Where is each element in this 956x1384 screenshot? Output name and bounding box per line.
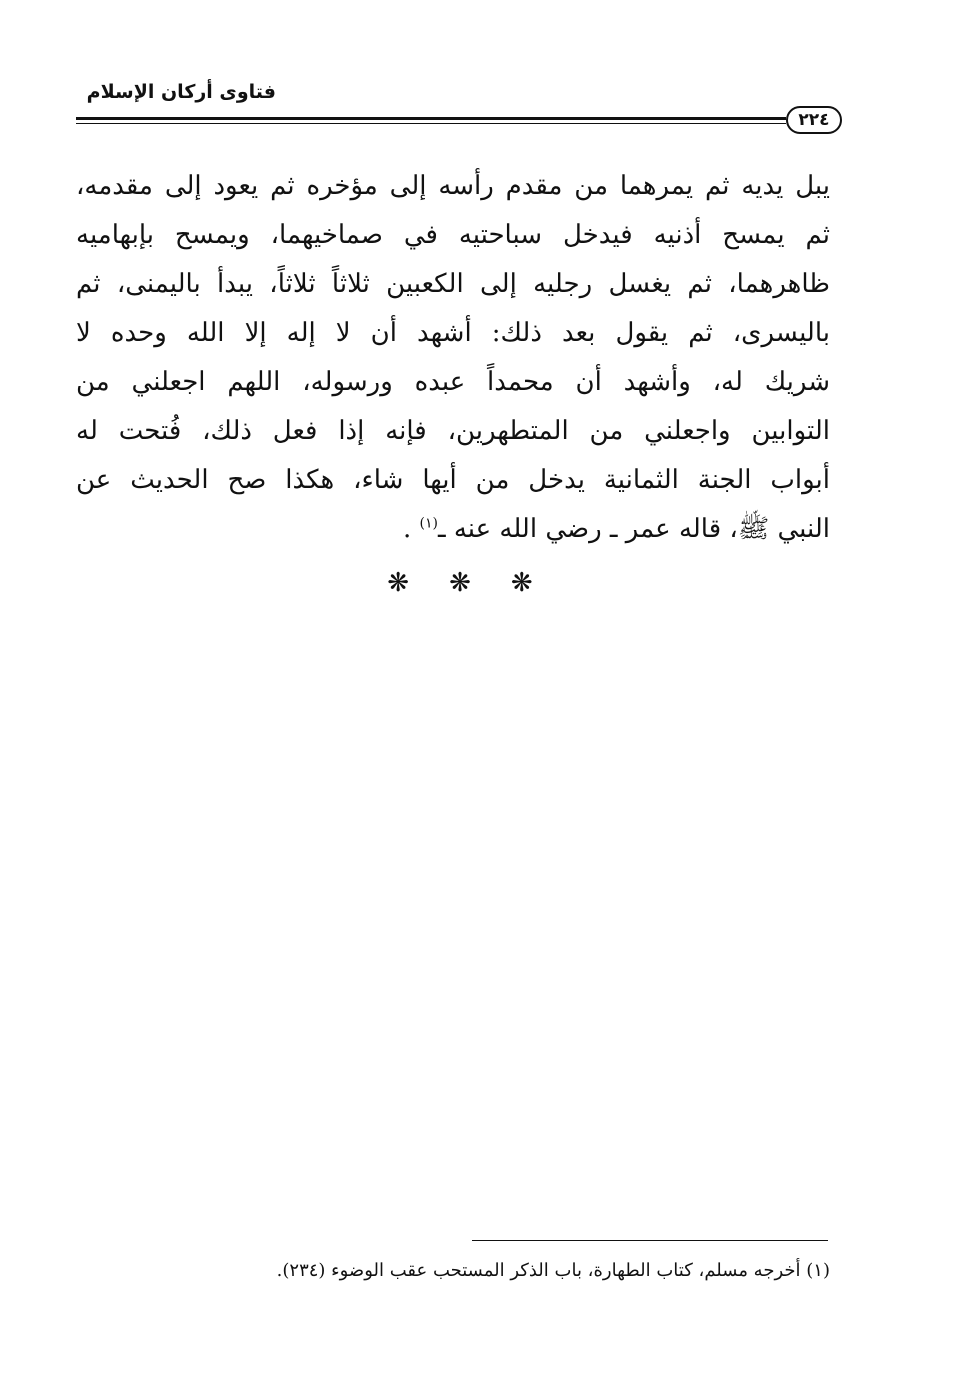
last-line-text: النبي ﷺ، قاله عمر ـ رضي الله عنه ـ [437, 514, 830, 544]
running-title: فتاوى أركان الإسلام [86, 81, 276, 103]
asterism-icon: ❋ [510, 568, 533, 598]
body-text [76, 162, 830, 554]
asterism-icon: ❋ [387, 568, 410, 598]
section-separator [360, 566, 560, 600]
body-line: شريك له، وأشهد أن محمداً عبده ورسوله، اللهم اجعلني من [76, 367, 830, 397]
body-line-last [76, 505, 830, 554]
body-line: باليسرى، ثم يقول بعد ذلك: أشهد أن لا إله إلا الله وحده لا [76, 318, 830, 348]
asterism-icon: ❋ [449, 568, 471, 598]
body-line: ثم يمسح أذنيه فيدخل سباحتيه في صماخيهما، ويمسح بإبهاميه [76, 220, 830, 250]
last-line-end: . [402, 514, 420, 544]
footnote-number: (١) [806, 1260, 830, 1281]
header-rule-thin [76, 123, 786, 124]
header-rule [76, 117, 786, 120]
footnote [120, 1256, 830, 1286]
footnote-rule [472, 1240, 828, 1241]
footnote-reference[interactable]: (١) [419, 515, 438, 532]
page-number: ٢٢٤ [786, 106, 842, 134]
body-line: ظاهرهما، ثم يغسل رجليه إلى الكعبين ثلاثاً ثلاثاً، يبدأ باليمنى، ثم [76, 269, 830, 299]
footnote-text: أخرجه مسلم، كتاب الطهارة، باب الذكر المستحب عقب الوضوء (٢٣٤). [276, 1260, 801, 1281]
body-line: يبل يديه ثم يمرهما من مقدم رأسه إلى مؤخره ثم يعود إلى مقدمه، [76, 171, 830, 201]
body-line: أبواب الجنة الثمانية يدخل من أيها شاء، هكذا صح الحديث عن [76, 465, 830, 495]
body-line: التوابين واجعلني من المتطهرين، فإنه إذا فعل ذلك، فُتحت له [76, 416, 830, 446]
